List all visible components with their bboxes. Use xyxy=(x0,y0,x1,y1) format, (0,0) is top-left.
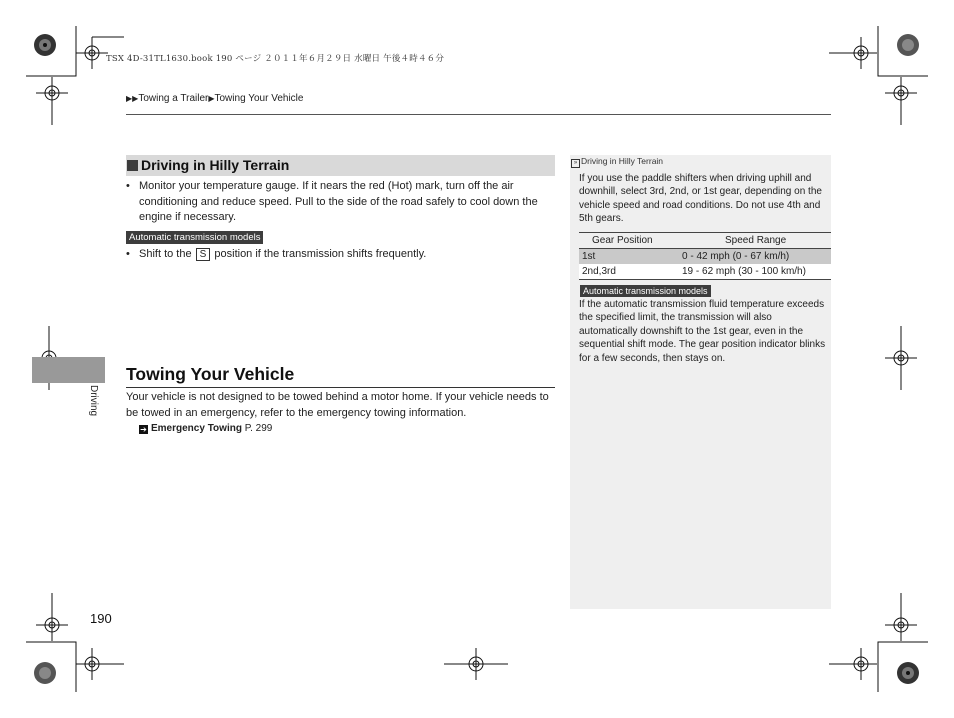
section-title-rule xyxy=(126,387,555,388)
table-row xyxy=(579,264,831,280)
shift-s-position-icon: S xyxy=(196,248,211,261)
crosshair-icon xyxy=(845,37,877,69)
bullet-shift xyxy=(126,247,550,263)
crosshair-icon xyxy=(36,77,68,125)
section-tab-marker xyxy=(32,357,105,383)
sidebar-paragraph: If you use the paddle shifters when driving uphill and downhill, select 3rd, 2nd, or 1st gear, depending on the vehicle speed and road conditions. Do not use 4th and 5th gears. xyxy=(579,173,822,225)
model-tag: Automatic transmission models xyxy=(580,285,711,297)
sidebar-title xyxy=(571,156,663,168)
section-title: Towing Your Vehicle xyxy=(126,364,295,384)
crosshair-icon xyxy=(829,648,877,680)
breadcrumb-item-towing-vehicle[interactable]: Towing Your Vehicle xyxy=(214,93,304,104)
breadcrumb-item-towing-trailer[interactable]: Towing a Trailer xyxy=(138,93,209,104)
registration-rosette-icon xyxy=(34,34,56,56)
bullet-temperature xyxy=(126,179,550,227)
table-cell: 0 - 42 mph (0 - 67 km/h) xyxy=(679,249,831,265)
sidebar-paragraph: If the automatic transmission fluid temperature exceeds the specified limit, the transmission will also automatically downshift to the 1st gear, even in the sequential shift mode. The gear position indicator blinks for a few seconds, then stays on. xyxy=(579,299,826,364)
bullet-text-pre: Shift to the xyxy=(139,248,195,260)
bullet-text: Monitor your temperature gauge. If it nears the red (Hot) mark, turn off the air conditioning and reduce speed. Pull to the side of the road safely to cool down the engine if necessary. xyxy=(139,180,538,224)
table-header-cell: Gear Position xyxy=(579,233,679,249)
crosshair-icon xyxy=(444,648,508,680)
bullet-text-post: position if the transmission shifts frequently. xyxy=(211,248,427,260)
breadcrumb-separator-icon: ▶ xyxy=(208,94,215,103)
crosshair-icon xyxy=(76,648,124,680)
towing-paragraph: Your vehicle is not designed to be towed behind a motor home. If your vehicle needs to be towed in an emergency, refer to the emergency towing information. xyxy=(126,391,549,419)
note-reference-icon: » xyxy=(571,159,580,168)
xref-page: P. 299 xyxy=(244,423,273,434)
cross-reference-arrow-icon: ➔ xyxy=(140,425,147,434)
registration-rosette-icon xyxy=(897,34,919,56)
table-row xyxy=(579,249,831,265)
bullet-text xyxy=(139,247,549,263)
table-cell: 1st xyxy=(579,249,679,265)
registration-rosette-icon xyxy=(897,662,919,684)
breadcrumb xyxy=(126,93,303,104)
emergency-towing-link[interactable] xyxy=(139,423,272,434)
breadcrumb-arrow-icon: ▶▶ xyxy=(126,94,139,103)
xref-label: Emergency Towing xyxy=(151,423,242,434)
gear-speed-table xyxy=(579,232,831,280)
header-rule xyxy=(126,114,831,115)
square-bullet-icon xyxy=(127,160,138,171)
sidebar-title-text: Driving in Hilly Terrain xyxy=(581,156,664,166)
page-number: 190 xyxy=(90,611,112,626)
table-cell: 2nd,3rd xyxy=(579,264,679,280)
section-tab-label: Driving xyxy=(88,385,99,417)
bullet-dot-icon: • xyxy=(126,180,130,192)
registration-rosette-icon xyxy=(34,662,56,684)
table-header-row xyxy=(579,233,831,249)
table-cell: 19 - 62 mph (30 - 100 km/h) xyxy=(679,264,831,280)
bullet-dot-icon: • xyxy=(126,248,130,260)
crosshair-icon xyxy=(885,326,917,390)
subsection-heading-bar xyxy=(126,155,555,176)
subsection-title: Driving in Hilly Terrain xyxy=(141,157,290,173)
model-tag: Automatic transmission models xyxy=(126,231,263,244)
table-header-cell: Speed Range xyxy=(679,233,831,249)
crosshair-icon xyxy=(885,77,917,125)
crosshair-icon xyxy=(885,593,917,641)
print-info-slug: TSX 4D-31TL1630.book 190 ページ ２０１１年６月２９日 水曜日 午後４時４６分 xyxy=(106,54,445,64)
crosshair-icon xyxy=(36,593,68,641)
crosshair-icon xyxy=(76,37,108,69)
